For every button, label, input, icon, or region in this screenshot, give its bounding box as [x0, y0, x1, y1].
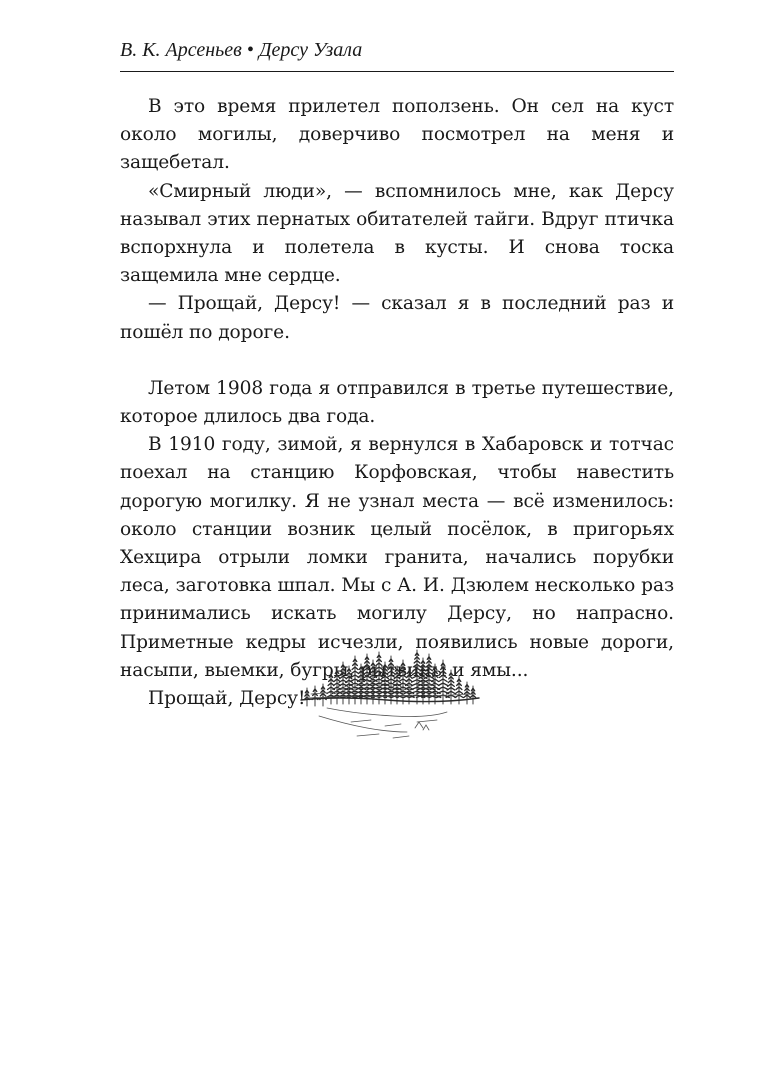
header-author: В. К. Арсеньев [120, 39, 242, 61]
body-text [120, 93, 674, 713]
paragraph: Прощай, Дерсу! [148, 688, 306, 710]
paragraph: «Смирный люди», — вспомнилось мне, как Дерсу называл этих пернатых обитателей тайги. Вдруг птичка вспорхнула и полетела в кусты. И снова тоска защемила мне сердце. [120, 180, 674, 287]
paragraph: В это время прилетел поползень. Он сел на куст около могилы, доверчиво посмотрел на меня и защебетал. [120, 96, 674, 174]
header-title: Дерсу Узала [258, 39, 363, 61]
paragraph: В 1910 году, зимой, я вернулся в Хабаровск и тотчас поехал на станцию Корфовская, чтобы навестить дорогую могилку. Я не узнал места — всё изменилось: около станции возник целый посёлок, в пригорьях Хехцира отрыли ломки гранита, начались порубки леса, заготовка шпал. Мы с А. И. Дзюлем несколько раз принимались искать могилу Дерсу, но напрасно. Приметные кедры исчезли, появились новые дороги, насыпи, выемки, бугры, рытвины и ямы... [120, 434, 674, 681]
header-separator: • [246, 39, 254, 61]
section-break [120, 347, 674, 375]
forest-vignette-icon [297, 642, 483, 742]
running-head [120, 36, 674, 64]
paragraph: Летом 1908 года я отправился в третье путешествие, которое длилось два года. [120, 377, 674, 428]
paragraph: — Прощай, Дерсу! — сказал я в последний раз и пошёл по дороге. [120, 293, 674, 343]
header-rule [120, 71, 674, 72]
